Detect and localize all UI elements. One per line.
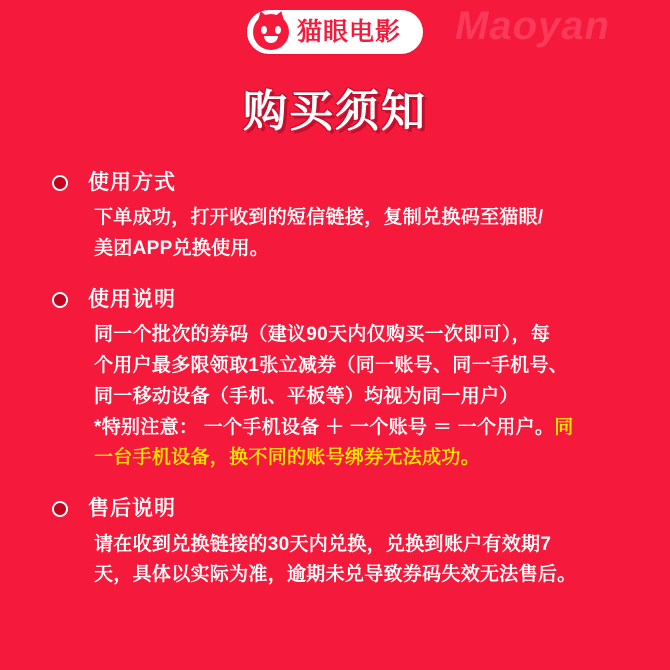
section-usage-instructions bbox=[52, 285, 628, 474]
section-after-sales bbox=[52, 494, 628, 591]
section-note-text: *特别注意： 一个手机设备 ＋ 一个账号 ＝ 一个用户。 bbox=[94, 416, 555, 438]
section-body bbox=[94, 203, 628, 265]
section-line: 下单成功，打开收到的短信链接，复制兑换码至猫眼/ bbox=[94, 207, 544, 229]
section-note bbox=[94, 413, 628, 444]
cat-ear-right-icon bbox=[273, 9, 287, 21]
cat-eye-left-icon bbox=[261, 26, 267, 34]
brand-name: 猫眼电影 bbox=[296, 17, 402, 46]
cat-eye-right-icon bbox=[275, 26, 281, 34]
cat-ear-left-icon bbox=[255, 9, 269, 21]
section-line: 同一移动设备（手机、平板等）均视为同一用户） bbox=[94, 385, 519, 407]
bullet-icon bbox=[52, 501, 68, 517]
section-usage-method bbox=[52, 168, 628, 265]
brand-watermark: Maoyan bbox=[455, 4, 610, 48]
page-title-text: 购买须知 bbox=[243, 87, 427, 136]
cat-mouth-icon bbox=[264, 36, 278, 43]
section-heading: 售后说明 bbox=[88, 497, 176, 521]
section-note-highlight-line: 一台手机设备，换不同的账号绑券无法成功。 bbox=[94, 447, 481, 469]
section-line: 同一个批次的券码（建议90天内仅购买一次即可），每 bbox=[94, 324, 551, 346]
section-body bbox=[94, 320, 628, 474]
section-note-highlight: 同 bbox=[554, 416, 574, 438]
section-body bbox=[94, 530, 628, 592]
section-line: 个用户最多限领取1张立减券（同一账号、同一手机号、 bbox=[94, 355, 569, 377]
cat-face-icon bbox=[253, 14, 289, 50]
bullet-icon bbox=[52, 175, 68, 191]
section-line: 天，具体以实际为准，逾期未兑导致券码失效无法售后。 bbox=[94, 564, 577, 586]
section-heading: 使用说明 bbox=[88, 287, 176, 311]
page-title bbox=[0, 88, 670, 136]
brand-logo bbox=[247, 10, 423, 54]
section-heading: 使用方式 bbox=[88, 171, 176, 194]
notice-sections bbox=[52, 168, 628, 591]
bullet-icon bbox=[52, 292, 68, 308]
section-line: 美团APP兑换使用。 bbox=[94, 238, 270, 260]
section-line: 请在收到兑换链接的30天内兑换，兑换到账户有效期7 bbox=[94, 533, 552, 555]
